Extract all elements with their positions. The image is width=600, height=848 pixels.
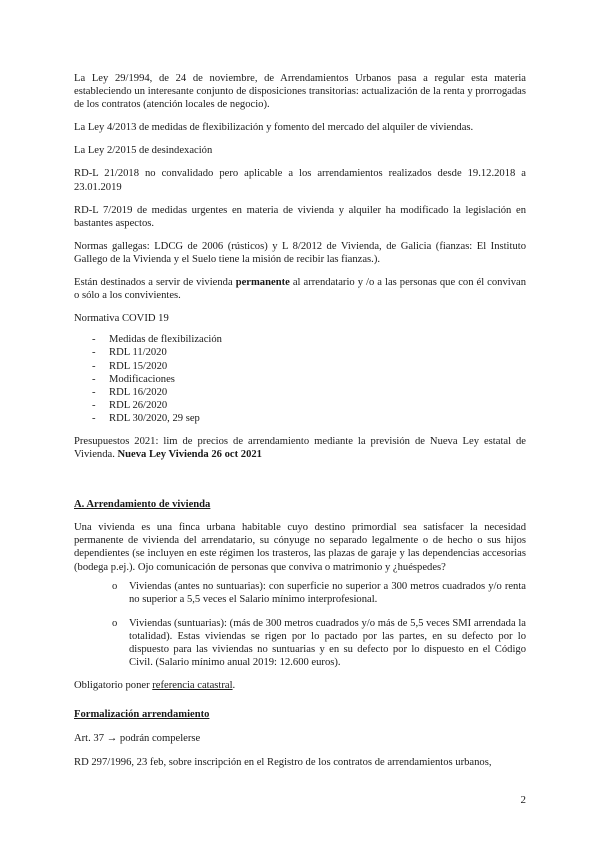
destinados-bold: permanente [235, 277, 290, 289]
destinados-text-pre: Están destinados a servir de vivienda [74, 277, 236, 289]
list-item: - Medidas de flexibilización [92, 333, 526, 346]
list-item: - RDL 15/2020 [92, 360, 526, 373]
paragraph-rdl-7-2019: RD-L 7/2019 de medidas urgentes en materia de vivienda y alquiler ha modificado la legislación en bastantes aspectos. [74, 204, 526, 229]
paragraph-normas-gallegas: Normas gallegas: LDCG de 2006 (rústicos) y L 8/2012 de Vivienda, de Galicia (fianzas: El Instituto Gallego de la Vivienda y el Suelo tiene la misión de recibir las fianzas.). [74, 240, 526, 265]
paragraph-definicion-vivienda: Una vivienda es una finca urbana habitable cuyo destino primordial sea satisfacer la necesidad permanente de vivienda del arrendatario, su cónyuge no separado legalmente o de hecho o sus hijos dependientes (se incluyen en este régimen los trasteros, las plazas de garaje y las dependencias accesorias (bodega p.ej.). Ojo comunicación de personas que conviva o matrimonio y ¿huéspedes? [74, 522, 526, 573]
obligatorio-end: . [232, 680, 236, 692]
list-item: - Modificaciones [92, 373, 526, 386]
paragraph-rd-297-1996: RD 297/1996, 23 feb, sobre inscripción en el Registro de los contratos de arrendamientos urbanos, [74, 757, 492, 769]
destinados-text-post: al arrendatario y /o a las personas que con él convivan o sólo a los convivientes. [74, 277, 527, 302]
document-body [74, 72, 526, 770]
paragraph-destinados [74, 276, 526, 302]
list-item: - RDL 26/2020 [92, 399, 526, 412]
section-heading-formalizacion: Formalización arrendamiento [74, 709, 210, 721]
vivienda-types-list [74, 580, 526, 670]
paragraph-obligatorio [74, 679, 526, 692]
list-item: - RDL 16/2020 [92, 386, 526, 399]
paragraph-presupuestos [74, 435, 526, 461]
section-heading-arrendamiento: A. Arrendamiento de vivienda [74, 499, 211, 511]
covid-list [74, 333, 526, 425]
paragraph-art-37: Art. 37 → podrán compelerse [74, 733, 201, 745]
paragraph-rdl-21-2018: RD-L 21/2018 no convalidado pero aplicable a los arrendamientos realizados desde 19.12.2018 a 23.01.2019 [74, 168, 526, 193]
presupuestos-bold: Nueva Ley Vivienda 26 oct 2021 [117, 449, 262, 461]
paragraph-ley-29-1994: La Ley 29/1994, de 24 de noviembre, de Arrendamientos Urbanos pasa a regular esta materia estableciendo un interesante conjunto de disposiciones transitorias: actualización de la renta y prorrogadas de los contratos (atención locales de negocio). [74, 73, 526, 111]
list-item: - RDL 11/2020 [92, 346, 526, 359]
list-item: - RDL 30/2020, 29 sep [92, 412, 526, 425]
list-item: o Viviendas (antes no suntuarias): con superficie no superior a 300 metros cuadrados y/o renta no superior a 5,5 veces el Salario mínimo interprofesional. [112, 580, 526, 606]
page-number: 2 [520, 794, 526, 806]
paragraph-ley-2-2015: La Ley 2/2015 de desindexación [74, 145, 213, 157]
presupuestos-text: Presupuestos 2021: lim de precios de arrendamiento mediante la previsión de Nueva Ley estatal de Vivienda. [74, 435, 526, 461]
list-item: o Viviendas (suntuarias): (más de 300 metros cuadrados y/o más de 5,5 veces SMI arrendada la totalidad). Estas viviendas se rigen por lo pactado por las partes, en su defecto por lo dispuesto para las viviendas no suntuarias y en su defecto por lo dispuesto en el Código Civil. (Salario mínimo anual 2019: 12.600 euros). [112, 617, 526, 669]
obligatorio-text: Obligatorio poner [74, 680, 153, 692]
referencia-catastral-link: referencia catastral [152, 680, 233, 692]
paragraph-normativa-covid: Normativa COVID 19 [74, 313, 169, 325]
paragraph-ley-4-2013: La Ley 4/2013 de medidas de flexibilización y fomento del mercado del alquiler de viviendas. [74, 122, 474, 134]
